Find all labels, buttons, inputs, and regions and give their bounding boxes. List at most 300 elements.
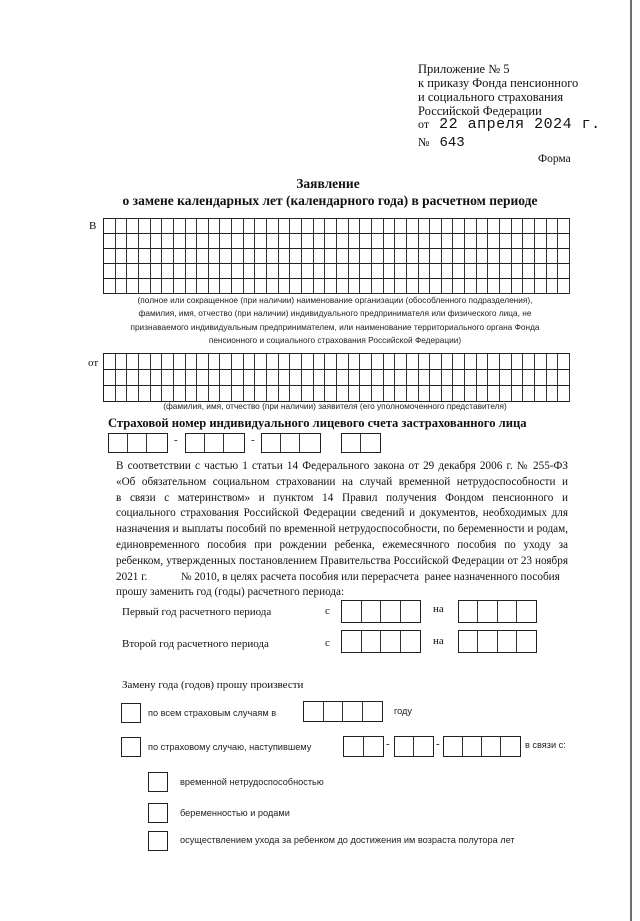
grid-cell[interactable] bbox=[558, 219, 570, 234]
grid-cell[interactable] bbox=[523, 370, 535, 386]
grid-cell[interactable] bbox=[290, 370, 302, 386]
grid-cell[interactable] bbox=[419, 219, 431, 234]
grid-cell[interactable] bbox=[151, 264, 163, 279]
grid-cell[interactable] bbox=[442, 354, 454, 370]
grid-cell[interactable] bbox=[116, 219, 128, 234]
first-year-to-input[interactable] bbox=[458, 600, 537, 623]
grid-cell[interactable] bbox=[384, 279, 396, 294]
grid-cell[interactable] bbox=[290, 354, 302, 370]
grid-cell[interactable] bbox=[395, 234, 407, 249]
grid-cell[interactable] bbox=[488, 249, 500, 264]
grid-cell[interactable] bbox=[325, 354, 337, 370]
grid-cell[interactable] bbox=[127, 279, 139, 294]
grid-cell[interactable] bbox=[453, 219, 465, 234]
grid-cell[interactable] bbox=[384, 370, 396, 386]
grid-cell[interactable] bbox=[407, 354, 419, 370]
grid-cell[interactable] bbox=[220, 219, 232, 234]
grid-cell[interactable] bbox=[104, 279, 116, 294]
grid-cell[interactable] bbox=[465, 249, 477, 264]
grid-cell[interactable] bbox=[232, 264, 244, 279]
all-cases-checkbox[interactable] bbox=[121, 703, 141, 723]
grid-cell[interactable] bbox=[558, 234, 570, 249]
first-year-from-input[interactable] bbox=[341, 600, 421, 623]
grid-cell[interactable] bbox=[151, 219, 163, 234]
grid-cell[interactable] bbox=[116, 249, 128, 264]
grid-cell[interactable] bbox=[372, 279, 384, 294]
grid-cell[interactable] bbox=[220, 264, 232, 279]
grid-cell[interactable] bbox=[279, 354, 291, 370]
grid-cell[interactable] bbox=[255, 279, 267, 294]
grid-cell[interactable] bbox=[325, 249, 337, 264]
grid-cell[interactable] bbox=[547, 279, 559, 294]
grid-cell[interactable] bbox=[372, 354, 384, 370]
grid-cell[interactable] bbox=[116, 370, 128, 386]
grid-cell[interactable] bbox=[197, 370, 209, 386]
grid-cell[interactable] bbox=[255, 219, 267, 234]
grid-cell[interactable] bbox=[488, 279, 500, 294]
grid-cell[interactable] bbox=[162, 370, 174, 386]
grid-cell[interactable] bbox=[453, 370, 465, 386]
grid-cell[interactable] bbox=[325, 370, 337, 386]
grid-cell[interactable] bbox=[139, 234, 151, 249]
grid-cell[interactable] bbox=[360, 249, 372, 264]
grid-cell[interactable] bbox=[302, 249, 314, 264]
grid-cell[interactable] bbox=[314, 234, 326, 249]
grid-cell[interactable] bbox=[512, 264, 524, 279]
grid-cell[interactable] bbox=[267, 370, 279, 386]
grid-cell[interactable] bbox=[209, 354, 221, 370]
grid-cell[interactable] bbox=[465, 370, 477, 386]
grid-cell[interactable] bbox=[232, 249, 244, 264]
grid-cell[interactable] bbox=[116, 264, 128, 279]
grid-cell[interactable] bbox=[162, 249, 174, 264]
grid-cell[interactable] bbox=[453, 279, 465, 294]
grid-cell[interactable] bbox=[162, 354, 174, 370]
grid-cell[interactable] bbox=[314, 249, 326, 264]
grid-cell[interactable] bbox=[162, 234, 174, 249]
grid-cell[interactable] bbox=[255, 354, 267, 370]
grid-cell[interactable] bbox=[314, 354, 326, 370]
grid-cell[interactable] bbox=[512, 234, 524, 249]
grid-cell[interactable] bbox=[384, 219, 396, 234]
grid-cell[interactable] bbox=[174, 219, 186, 234]
grid-cell[interactable] bbox=[151, 370, 163, 386]
grid-cell[interactable] bbox=[512, 219, 524, 234]
grid-cell[interactable] bbox=[349, 264, 361, 279]
grid-cell[interactable] bbox=[232, 370, 244, 386]
grid-cell[interactable] bbox=[174, 234, 186, 249]
grid-cell[interactable] bbox=[523, 354, 535, 370]
grid-cell[interactable] bbox=[419, 370, 431, 386]
grid-cell[interactable] bbox=[477, 234, 489, 249]
grid-cell[interactable] bbox=[139, 249, 151, 264]
grid-cell[interactable] bbox=[104, 370, 116, 386]
grid-cell[interactable] bbox=[174, 264, 186, 279]
grid-cell[interactable] bbox=[512, 249, 524, 264]
grid-cell[interactable] bbox=[512, 370, 524, 386]
grid-cell[interactable] bbox=[349, 354, 361, 370]
grid-cell[interactable] bbox=[267, 219, 279, 234]
grid-cell[interactable] bbox=[477, 279, 489, 294]
childcare-checkbox[interactable] bbox=[148, 831, 168, 851]
grid-cell[interactable] bbox=[151, 249, 163, 264]
grid-cell[interactable] bbox=[535, 279, 547, 294]
grid-cell[interactable] bbox=[174, 279, 186, 294]
grid-cell[interactable] bbox=[290, 264, 302, 279]
grid-cell[interactable] bbox=[442, 264, 454, 279]
grid-cell[interactable] bbox=[209, 249, 221, 264]
grid-cell[interactable] bbox=[430, 249, 442, 264]
grid-cell[interactable] bbox=[151, 279, 163, 294]
grid-cell[interactable] bbox=[127, 370, 139, 386]
grid-cell[interactable] bbox=[186, 354, 198, 370]
grid-cell[interactable] bbox=[442, 279, 454, 294]
grid-cell[interactable] bbox=[488, 219, 500, 234]
grid-cell[interactable] bbox=[442, 219, 454, 234]
grid-cell[interactable] bbox=[197, 354, 209, 370]
grid-cell[interactable] bbox=[547, 264, 559, 279]
grid-cell[interactable] bbox=[349, 249, 361, 264]
grid-cell[interactable] bbox=[407, 279, 419, 294]
grid-cell[interactable] bbox=[197, 279, 209, 294]
grid-cell[interactable] bbox=[407, 219, 419, 234]
grid-cell[interactable] bbox=[523, 249, 535, 264]
maternity-checkbox[interactable] bbox=[148, 803, 168, 823]
grid-cell[interactable] bbox=[220, 234, 232, 249]
grid-cell[interactable] bbox=[232, 354, 244, 370]
grid-cell[interactable] bbox=[453, 249, 465, 264]
grid-cell[interactable] bbox=[535, 219, 547, 234]
grid-cell[interactable] bbox=[500, 354, 512, 370]
grid-cell[interactable] bbox=[127, 234, 139, 249]
grid-cell[interactable] bbox=[209, 370, 221, 386]
grid-cell[interactable] bbox=[314, 219, 326, 234]
grid-cell[interactable] bbox=[558, 370, 570, 386]
grid-cell[interactable] bbox=[220, 279, 232, 294]
grid-cell[interactable] bbox=[244, 219, 256, 234]
grid-cell[interactable] bbox=[290, 279, 302, 294]
grid-cell[interactable] bbox=[209, 264, 221, 279]
grid-cell[interactable] bbox=[337, 370, 349, 386]
applicant-grid-input[interactable] bbox=[103, 353, 570, 402]
grid-cell[interactable] bbox=[488, 354, 500, 370]
grid-cell[interactable] bbox=[186, 264, 198, 279]
grid-cell[interactable] bbox=[395, 219, 407, 234]
grid-cell[interactable] bbox=[325, 264, 337, 279]
grid-cell[interactable] bbox=[174, 354, 186, 370]
grid-cell[interactable] bbox=[512, 354, 524, 370]
grid-cell[interactable] bbox=[547, 354, 559, 370]
grid-cell[interactable] bbox=[104, 234, 116, 249]
grid-cell[interactable] bbox=[500, 219, 512, 234]
grid-cell[interactable] bbox=[395, 279, 407, 294]
grid-cell[interactable] bbox=[395, 264, 407, 279]
grid-cell[interactable] bbox=[209, 279, 221, 294]
grid-cell[interactable] bbox=[314, 279, 326, 294]
grid-cell[interactable] bbox=[209, 234, 221, 249]
grid-cell[interactable] bbox=[244, 234, 256, 249]
grid-cell[interactable] bbox=[360, 354, 372, 370]
grid-cell[interactable] bbox=[244, 279, 256, 294]
grid-cell[interactable] bbox=[535, 234, 547, 249]
grid-cell[interactable] bbox=[453, 264, 465, 279]
grid-cell[interactable] bbox=[279, 219, 291, 234]
grid-cell[interactable] bbox=[535, 354, 547, 370]
grid-cell[interactable] bbox=[325, 219, 337, 234]
snils-part-1-input[interactable] bbox=[108, 433, 168, 453]
grid-cell[interactable] bbox=[372, 370, 384, 386]
grid-cell[interactable] bbox=[302, 219, 314, 234]
grid-cell[interactable] bbox=[267, 279, 279, 294]
grid-cell[interactable] bbox=[477, 264, 489, 279]
grid-cell[interactable] bbox=[104, 264, 116, 279]
grid-cell[interactable] bbox=[325, 279, 337, 294]
grid-cell[interactable] bbox=[116, 354, 128, 370]
grid-cell[interactable] bbox=[255, 264, 267, 279]
grid-cell[interactable] bbox=[197, 234, 209, 249]
grid-cell[interactable] bbox=[232, 234, 244, 249]
grid-cell[interactable] bbox=[174, 370, 186, 386]
grid-cell[interactable] bbox=[419, 234, 431, 249]
grid-cell[interactable] bbox=[127, 219, 139, 234]
grid-cell[interactable] bbox=[279, 279, 291, 294]
grid-cell[interactable] bbox=[162, 279, 174, 294]
grid-cell[interactable] bbox=[558, 264, 570, 279]
grid-cell[interactable] bbox=[302, 234, 314, 249]
grid-cell[interactable] bbox=[384, 234, 396, 249]
grid-cell[interactable] bbox=[162, 264, 174, 279]
grid-cell[interactable] bbox=[419, 249, 431, 264]
grid-cell[interactable] bbox=[116, 279, 128, 294]
grid-cell[interactable] bbox=[419, 279, 431, 294]
grid-cell[interactable] bbox=[349, 279, 361, 294]
grid-cell[interactable] bbox=[442, 249, 454, 264]
grid-cell[interactable] bbox=[430, 354, 442, 370]
grid-cell[interactable] bbox=[523, 234, 535, 249]
grid-cell[interactable] bbox=[360, 219, 372, 234]
grid-cell[interactable] bbox=[419, 354, 431, 370]
grid-cell[interactable] bbox=[535, 249, 547, 264]
grid-cell[interactable] bbox=[279, 249, 291, 264]
grid-cell[interactable] bbox=[220, 370, 232, 386]
grid-cell[interactable] bbox=[279, 370, 291, 386]
grid-cell[interactable] bbox=[395, 370, 407, 386]
grid-cell[interactable] bbox=[465, 234, 477, 249]
grid-cell[interactable] bbox=[465, 264, 477, 279]
grid-cell[interactable] bbox=[162, 219, 174, 234]
grid-cell[interactable] bbox=[558, 249, 570, 264]
grid-cell[interactable] bbox=[337, 234, 349, 249]
grid-cell[interactable] bbox=[349, 370, 361, 386]
grid-cell[interactable] bbox=[488, 234, 500, 249]
grid-cell[interactable] bbox=[104, 354, 116, 370]
grid-cell[interactable] bbox=[384, 264, 396, 279]
grid-cell[interactable] bbox=[139, 264, 151, 279]
grid-cell[interactable] bbox=[477, 219, 489, 234]
grid-cell[interactable] bbox=[186, 370, 198, 386]
grid-cell[interactable] bbox=[384, 249, 396, 264]
grid-cell[interactable] bbox=[127, 249, 139, 264]
grid-cell[interactable] bbox=[395, 354, 407, 370]
grid-cell[interactable] bbox=[197, 264, 209, 279]
grid-cell[interactable] bbox=[465, 219, 477, 234]
grid-cell[interactable] bbox=[220, 249, 232, 264]
grid-cell[interactable] bbox=[337, 264, 349, 279]
grid-cell[interactable] bbox=[267, 234, 279, 249]
grid-cell[interactable] bbox=[255, 249, 267, 264]
grid-cell[interactable] bbox=[523, 219, 535, 234]
grid-cell[interactable] bbox=[453, 234, 465, 249]
grid-cell[interactable] bbox=[104, 219, 116, 234]
grid-cell[interactable] bbox=[488, 370, 500, 386]
grid-cell[interactable] bbox=[547, 219, 559, 234]
grid-cell[interactable] bbox=[360, 234, 372, 249]
grid-cell[interactable] bbox=[104, 249, 116, 264]
grid-cell[interactable] bbox=[197, 219, 209, 234]
grid-cell[interactable] bbox=[360, 370, 372, 386]
grid-cell[interactable] bbox=[384, 354, 396, 370]
grid-cell[interactable] bbox=[139, 219, 151, 234]
grid-cell[interactable] bbox=[477, 249, 489, 264]
grid-cell[interactable] bbox=[290, 219, 302, 234]
specific-case-checkbox[interactable] bbox=[121, 737, 141, 757]
grid-cell[interactable] bbox=[151, 234, 163, 249]
grid-cell[interactable] bbox=[325, 234, 337, 249]
grid-cell[interactable] bbox=[500, 249, 512, 264]
grid-cell[interactable] bbox=[407, 370, 419, 386]
grid-cell[interactable] bbox=[349, 234, 361, 249]
grid-cell[interactable] bbox=[372, 234, 384, 249]
grid-cell[interactable] bbox=[139, 279, 151, 294]
grid-cell[interactable] bbox=[267, 264, 279, 279]
grid-cell[interactable] bbox=[372, 219, 384, 234]
grid-cell[interactable] bbox=[232, 219, 244, 234]
recipient-grid-input[interactable] bbox=[103, 218, 570, 294]
grid-cell[interactable] bbox=[558, 279, 570, 294]
grid-cell[interactable] bbox=[127, 354, 139, 370]
grid-cell[interactable] bbox=[407, 264, 419, 279]
grid-cell[interactable] bbox=[547, 370, 559, 386]
grid-cell[interactable] bbox=[523, 264, 535, 279]
grid-cell[interactable] bbox=[465, 279, 477, 294]
snils-part-3-input[interactable] bbox=[261, 433, 321, 453]
second-year-from-input[interactable] bbox=[341, 630, 421, 653]
grid-cell[interactable] bbox=[500, 234, 512, 249]
grid-cell[interactable] bbox=[547, 234, 559, 249]
grid-cell[interactable] bbox=[535, 370, 547, 386]
grid-cell[interactable] bbox=[349, 219, 361, 234]
grid-cell[interactable] bbox=[535, 264, 547, 279]
grid-cell[interactable] bbox=[512, 279, 524, 294]
grid-cell[interactable] bbox=[127, 264, 139, 279]
grid-cell[interactable] bbox=[244, 354, 256, 370]
grid-cell[interactable] bbox=[302, 279, 314, 294]
grid-cell[interactable] bbox=[419, 264, 431, 279]
grid-cell[interactable] bbox=[453, 354, 465, 370]
grid-cell[interactable] bbox=[232, 279, 244, 294]
grid-cell[interactable] bbox=[430, 264, 442, 279]
grid-cell[interactable] bbox=[500, 279, 512, 294]
grid-cell[interactable] bbox=[151, 354, 163, 370]
grid-cell[interactable] bbox=[465, 354, 477, 370]
grid-cell[interactable] bbox=[430, 219, 442, 234]
grid-cell[interactable] bbox=[407, 234, 419, 249]
grid-cell[interactable] bbox=[116, 234, 128, 249]
grid-cell[interactable] bbox=[186, 219, 198, 234]
grid-cell[interactable] bbox=[430, 370, 442, 386]
grid-cell[interactable] bbox=[430, 234, 442, 249]
grid-cell[interactable] bbox=[244, 249, 256, 264]
grid-cell[interactable] bbox=[337, 249, 349, 264]
grid-cell[interactable] bbox=[244, 264, 256, 279]
grid-cell[interactable] bbox=[488, 264, 500, 279]
grid-cell[interactable] bbox=[255, 234, 267, 249]
grid-cell[interactable] bbox=[267, 354, 279, 370]
grid-cell[interactable] bbox=[547, 249, 559, 264]
snils-part-2-input[interactable] bbox=[185, 433, 245, 453]
grid-cell[interactable] bbox=[372, 249, 384, 264]
grid-cell[interactable] bbox=[477, 354, 489, 370]
grid-cell[interactable] bbox=[558, 354, 570, 370]
grid-cell[interactable] bbox=[186, 249, 198, 264]
grid-cell[interactable] bbox=[442, 234, 454, 249]
grid-cell[interactable] bbox=[139, 370, 151, 386]
grid-cell[interactable] bbox=[337, 279, 349, 294]
grid-cell[interactable] bbox=[244, 370, 256, 386]
grid-cell[interactable] bbox=[337, 219, 349, 234]
grid-cell[interactable] bbox=[314, 264, 326, 279]
grid-cell[interactable] bbox=[372, 264, 384, 279]
grid-cell[interactable] bbox=[186, 279, 198, 294]
grid-cell[interactable] bbox=[337, 354, 349, 370]
grid-cell[interactable] bbox=[290, 249, 302, 264]
grid-cell[interactable] bbox=[523, 279, 535, 294]
grid-cell[interactable] bbox=[302, 264, 314, 279]
grid-cell[interactable] bbox=[267, 249, 279, 264]
grid-cell[interactable] bbox=[255, 370, 267, 386]
second-year-to-input[interactable] bbox=[458, 630, 537, 653]
grid-cell[interactable] bbox=[209, 219, 221, 234]
grid-cell[interactable] bbox=[442, 370, 454, 386]
grid-cell[interactable] bbox=[186, 234, 198, 249]
grid-cell[interactable] bbox=[279, 234, 291, 249]
grid-cell[interactable] bbox=[395, 249, 407, 264]
grid-cell[interactable] bbox=[302, 354, 314, 370]
snils-check-digits-input[interactable] bbox=[341, 433, 381, 453]
all-cases-year-input[interactable] bbox=[303, 701, 383, 722]
case-month-input[interactable] bbox=[394, 736, 434, 757]
grid-cell[interactable] bbox=[407, 249, 419, 264]
case-year-input[interactable] bbox=[443, 736, 521, 757]
grid-cell[interactable] bbox=[500, 370, 512, 386]
grid-cell[interactable] bbox=[500, 264, 512, 279]
grid-cell[interactable] bbox=[477, 370, 489, 386]
grid-cell[interactable] bbox=[220, 354, 232, 370]
grid-cell[interactable] bbox=[314, 370, 326, 386]
grid-cell[interactable] bbox=[302, 370, 314, 386]
grid-cell[interactable] bbox=[290, 234, 302, 249]
maternity-label: беременностью и родами bbox=[180, 808, 290, 818]
grid-cell[interactable] bbox=[174, 249, 186, 264]
temporary-disability-checkbox[interactable] bbox=[148, 772, 168, 792]
grid-cell[interactable] bbox=[360, 264, 372, 279]
case-day-input[interactable] bbox=[343, 736, 384, 757]
grid-cell[interactable] bbox=[279, 264, 291, 279]
grid-cell[interactable] bbox=[139, 354, 151, 370]
grid-cell[interactable] bbox=[197, 249, 209, 264]
grid-cell[interactable] bbox=[430, 279, 442, 294]
grid-cell[interactable] bbox=[360, 279, 372, 294]
